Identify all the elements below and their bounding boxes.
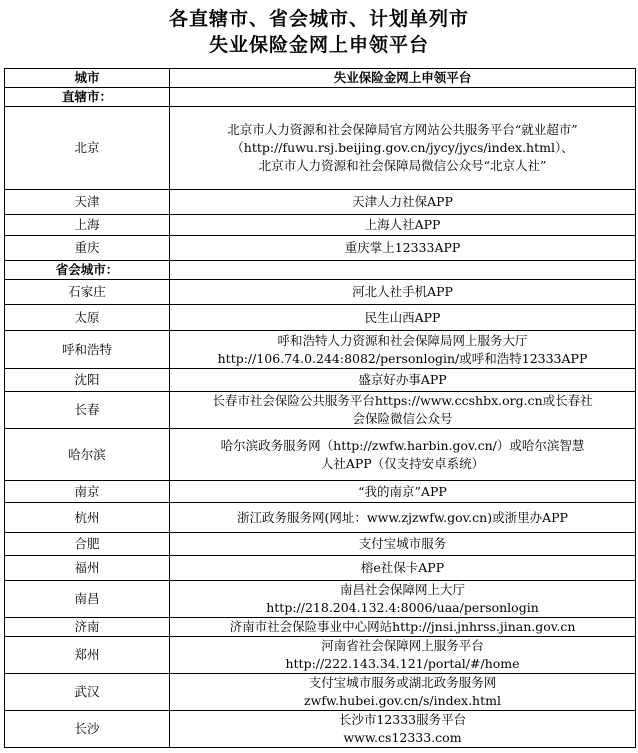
- table-row: [5, 392, 636, 429]
- platform-cell: [170, 637, 636, 674]
- platform-cell: [170, 369, 636, 392]
- platform-line: 河北人社手机APP: [352, 284, 453, 299]
- platform-line: 榕e社保卡APP: [360, 560, 445, 575]
- platform-line: “我的南京”APP: [358, 483, 447, 499]
- platform-line: 民生山西APP: [364, 309, 441, 325]
- table-row: [5, 429, 636, 481]
- platform-line: 重庆掌上12333APP: [344, 240, 461, 255]
- city-cell: 福州: [5, 556, 170, 581]
- platform-cell: [170, 280, 636, 305]
- table-row: [5, 533, 636, 556]
- platform-line: 河南省社会保障网上服务平台: [321, 638, 484, 653]
- table-row: [5, 674, 636, 711]
- header-platform: 失业保险金网上申领平台: [170, 69, 636, 88]
- table-row: [5, 331, 636, 369]
- platform-cell: [170, 429, 636, 481]
- platform-cell: [170, 674, 636, 711]
- city-cell: 南昌: [5, 581, 170, 618]
- platform-line: 南昌社会保障网上大厅: [339, 582, 465, 597]
- city-cell: 石家庄: [5, 280, 170, 305]
- platform-line: www.cs12333.com: [343, 730, 462, 745]
- platform-cell: [170, 331, 636, 369]
- city-cell: 上海: [5, 215, 170, 236]
- city-cell: 沈阳: [5, 369, 170, 392]
- platform-line: 上海人社APP: [364, 217, 441, 232]
- table-row: [5, 369, 636, 392]
- table-row: [5, 215, 636, 236]
- section-label: 直辖市：: [5, 88, 170, 107]
- title-line-2: 失业保险金网上申领平台: [208, 34, 429, 56]
- platform-line: 人社APP（仅支持安卓系统）: [320, 455, 485, 471]
- section-row: [5, 261, 636, 280]
- platform-line: （http://fuwu.rsj.beijing.gov.cn/jycy/jycs/index.html）、: [231, 140, 574, 155]
- section-row: [5, 88, 636, 107]
- platform-line: 盛京好办事APP: [358, 372, 447, 387]
- platform-line: 济南市社会保险事业中心网站http://jnsi.jnhrss.jinan.gov.cn: [229, 619, 576, 634]
- city-cell: 南京: [5, 481, 170, 503]
- section-empty-cell: [170, 261, 636, 280]
- table-row: [5, 280, 636, 305]
- platform-cell: [170, 503, 636, 533]
- platform-line: 浙江政务服务网(网址：www.zjzwfw.gov.cn)或浙里办APP: [237, 509, 568, 525]
- platform-line: http://218.204.132.4:8006/uaa/personlogin: [266, 600, 539, 615]
- title-line-1: 各直辖市、省会城市、计划单列市: [168, 8, 469, 30]
- platform-line: http://222.143.34.121/portal/#/home: [285, 656, 520, 671]
- table-row: [5, 556, 636, 581]
- platform-line: 长沙市12333服务平台: [338, 712, 467, 727]
- table-row: [5, 581, 636, 618]
- table-row: [5, 107, 636, 190]
- platform-line: 哈尔滨政务服务网（http://zwfw.harbin.gov.cn/）或哈尔滨智慧: [220, 437, 585, 453]
- section-empty-cell: [170, 88, 636, 107]
- platform-cell: [170, 711, 636, 748]
- platform-cell: [170, 556, 636, 581]
- city-cell: 呼和浩特: [5, 331, 170, 369]
- city-cell: 天津: [5, 190, 170, 215]
- table-row: [5, 236, 636, 261]
- city-cell: 重庆: [5, 236, 170, 261]
- header-row: [5, 69, 636, 88]
- city-cell: 太原: [5, 305, 170, 331]
- platform-line: 支付宝城市服务或湖北政务服务网: [308, 675, 497, 690]
- table-row: [5, 711, 636, 748]
- city-cell: 长春: [5, 392, 170, 429]
- table-row: [5, 618, 636, 637]
- city-cell: 北京: [5, 107, 170, 190]
- platform-cell: [170, 581, 636, 618]
- table-row: [5, 637, 636, 674]
- platform-line: 天津人力社保APP: [352, 194, 453, 209]
- platform-line: 北京市人力资源和社会保障局官方网站公共服务平台“就业超市”: [227, 122, 578, 137]
- platform-line: zwfw.hubei.gov.cn/s/index.html: [304, 693, 501, 708]
- platform-line: 北京市人力资源和社会保障局微信公众号“北京人社”: [258, 158, 547, 173]
- city-cell: 济南: [5, 618, 170, 637]
- platform-cell: [170, 533, 636, 556]
- platform-line: 长春市社会保险公共服务平台https://www.ccshbx.org.cn或长春社: [212, 393, 593, 408]
- header-city: 城市: [5, 69, 170, 88]
- table-row: [5, 190, 636, 215]
- city-cell: 合肥: [5, 533, 170, 556]
- platform-line: 支付宝城市服务: [358, 536, 447, 551]
- city-cell: 哈尔滨: [5, 429, 170, 481]
- platform-line: 会保险微信公众号: [352, 411, 453, 426]
- table-body: [5, 88, 636, 748]
- platform-cell: [170, 392, 636, 429]
- platform-cell: [170, 236, 636, 261]
- table-row: [5, 481, 636, 503]
- city-cell: 长沙: [5, 711, 170, 748]
- platform-cell: [170, 618, 636, 637]
- platform-cell: [170, 107, 636, 190]
- platform-cell: [170, 481, 636, 503]
- platform-line: 呼和浩特人力资源和社会保障局网上服务大厅: [277, 332, 528, 348]
- table-row: [5, 503, 636, 533]
- platform-table: [4, 68, 636, 748]
- city-cell: 杭州: [5, 503, 170, 533]
- platform-line: http://106.74.0.244:8082/personlogin/或呼和浩特12333APP: [217, 350, 588, 366]
- city-cell: 武汉: [5, 674, 170, 711]
- platform-cell: [170, 215, 636, 236]
- city-cell: 郑州: [5, 637, 170, 674]
- section-label: 省会城市：: [5, 261, 170, 280]
- platform-cell: [170, 190, 636, 215]
- page-title: [0, 6, 638, 58]
- platform-cell: [170, 305, 636, 331]
- table-row: [5, 305, 636, 331]
